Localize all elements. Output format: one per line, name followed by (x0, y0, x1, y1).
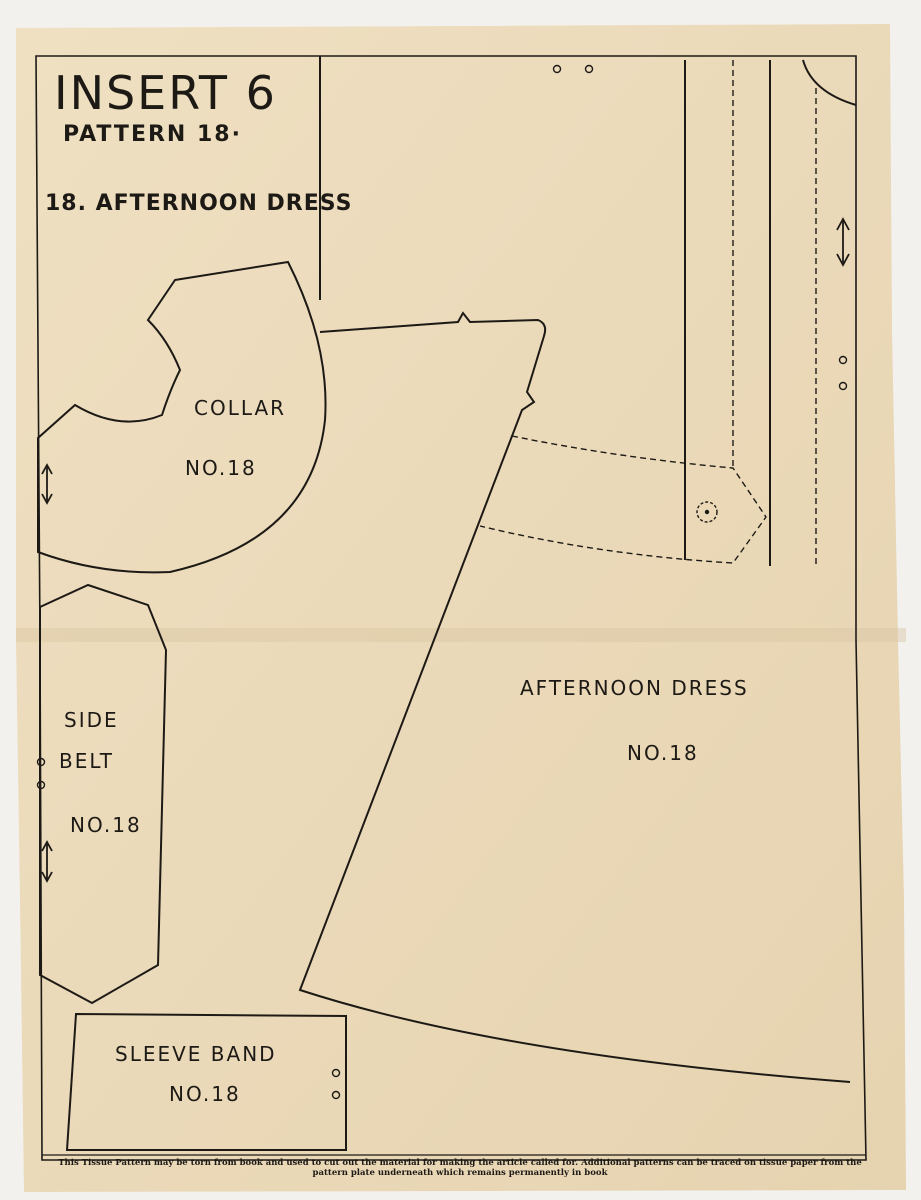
footer-line1: This Tissue Pattern may be torn from book and used to cut out the material for making the article called for. Additional patterns can be traced on tissue paper from the (58, 1158, 862, 1168)
fold-line (16, 628, 906, 642)
collar-number: NO.18 (185, 456, 257, 480)
dress-label: AFTERNOON DRESS (520, 676, 749, 700)
collar-label: COLLAR (194, 396, 287, 420)
button-marker-center (706, 511, 709, 514)
footer-line2: pattern plate underneath which remains permanently in book (312, 1168, 608, 1178)
side-belt-label-line2: BELT (59, 749, 114, 773)
sleeve-band-number: NO.18 (169, 1082, 241, 1106)
sleeve-band-label: SLEEVE BAND (115, 1042, 277, 1066)
dress-number: NO.18 (627, 741, 699, 765)
insert-title: INSERT 6 (54, 66, 277, 120)
pattern-number: PATTERN 18· (63, 122, 242, 147)
side-belt-number: NO.18 (70, 813, 142, 837)
pattern-name: 18. AFTERNOON DRESS (45, 191, 353, 216)
side-belt-label-line1: SIDE (64, 708, 119, 732)
